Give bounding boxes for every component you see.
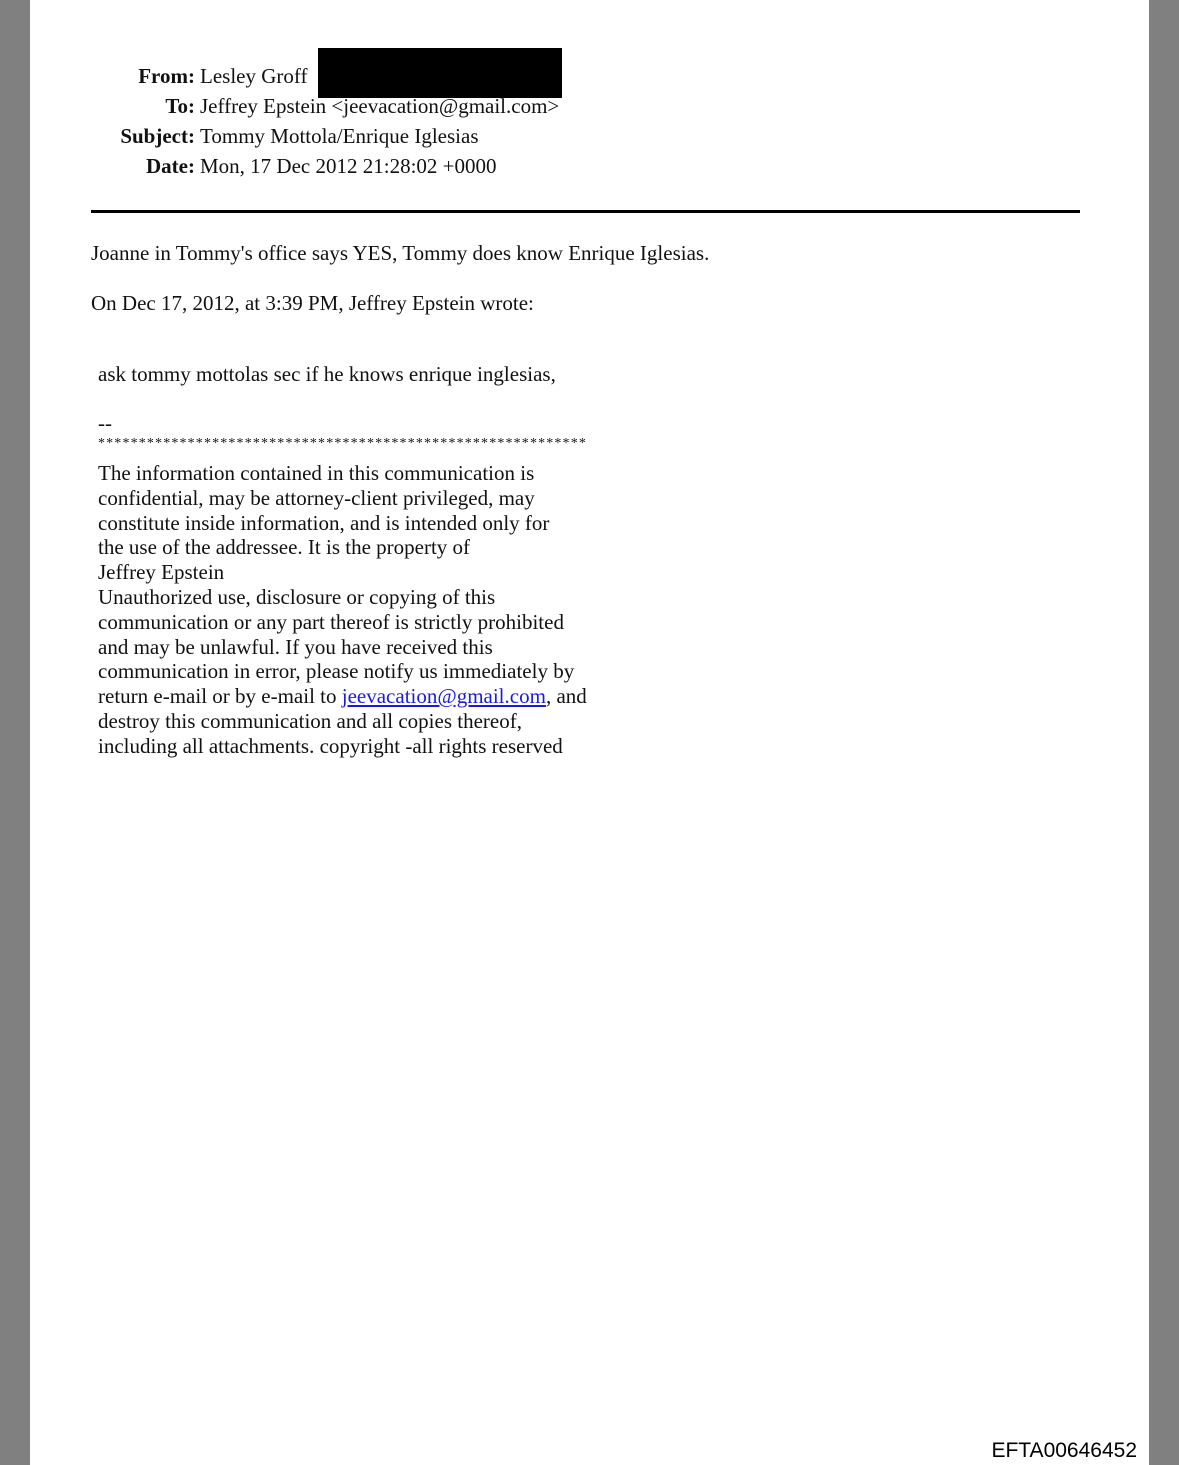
signature-separator: ************************************************************ — [98, 436, 587, 451]
from-value: Lesley Groff — [200, 64, 308, 88]
date-label: Date: — [146, 154, 195, 178]
disclaimer-text-2: , and destroy this communication and all copies thereof, including all attachments. copyright -all rights reserved — [98, 684, 587, 758]
redaction-box — [318, 48, 562, 98]
date-value: Mon, 17 Dec 2012 21:28:02 +0000 — [200, 154, 497, 178]
subject-value: Tommy Mottola/Enrique Iglesias — [200, 124, 479, 148]
header-divider — [91, 210, 1080, 213]
subject-row — [30, 124, 1030, 148]
from-label: From: — [138, 64, 195, 88]
quote-intro: On Dec 17, 2012, at 3:39 PM, Jeffrey Epstein wrote: — [91, 291, 534, 315]
document-id: EFTA00646452 — [991, 1439, 1137, 1462]
signature-dash: -- — [98, 411, 112, 435]
quoted-message: ask tommy mottolas sec if he knows enrique inglesias, — [98, 362, 556, 386]
document-page — [30, 0, 1149, 1465]
subject-label: Subject: — [120, 124, 195, 148]
email-link[interactable]: jeevacation@gmail.com — [341, 684, 546, 709]
disclaimer-text-1: The information contained in this communication is confidential, may be attorney-client privileged, may constitute inside information, and is intended only for the use of the addressee. It is the property of Jeffrey Epstein Unauthorized use, disclosure or copying of this communication or any part thereof is strictly prohibited and may be unlawful. If you have received this communication in error, please notify us immediately by return e-mail or by e-mail to — [98, 461, 575, 709]
date-row — [30, 154, 1030, 178]
to-row — [30, 94, 1030, 118]
to-label: To: — [165, 94, 195, 118]
reply-text: Joanne in Tommy's office says YES, Tommy does know Enrique Iglesias. — [91, 241, 710, 265]
confidentiality-disclaimer — [98, 461, 587, 759]
to-value: Jeffrey Epstein <jeevacation@gmail.com> — [200, 94, 560, 118]
